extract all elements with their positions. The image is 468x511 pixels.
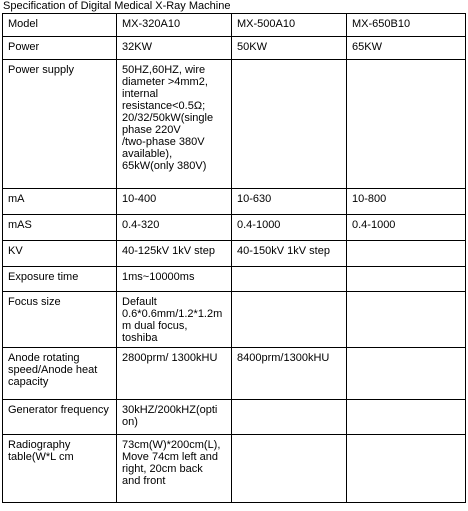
cell-text: 50KW	[237, 41, 267, 53]
row-header-cell	[3, 267, 117, 292]
table-row	[3, 60, 466, 189]
table-row	[3, 37, 466, 60]
row-header-cell	[3, 189, 117, 215]
cell-text: 0.4-320	[122, 219, 160, 231]
cell-text: mAS	[8, 219, 32, 231]
cell-text: MX-650B10	[352, 18, 411, 30]
table-cell	[347, 189, 466, 215]
table-cell	[117, 400, 232, 435]
table-cell	[232, 60, 347, 189]
table-row	[3, 292, 466, 348]
table-cell	[347, 435, 466, 503]
cell-text: MX-500A10	[237, 18, 296, 30]
cell-text: 10-400	[122, 193, 157, 205]
table-cell	[117, 215, 232, 241]
table-cell	[117, 241, 232, 267]
cell-text: 32KW	[122, 41, 152, 53]
cell-text: MX-320A10	[122, 18, 181, 30]
cell-text: Default 0.6*0.6mm/1.2*1.2m m dual focus, toshiba	[122, 296, 223, 344]
table-cell	[117, 60, 232, 189]
table-cell	[347, 215, 466, 241]
table-cell	[347, 400, 466, 435]
table-cell	[232, 37, 347, 60]
table-cell	[117, 189, 232, 215]
table-cell	[117, 37, 232, 60]
cell-text: 0.4-1000	[352, 219, 396, 231]
cell-text: 50HZ,60HZ, wire diameter >4mm2, internal resistance<0.5Ω; 20/32/50kW(single phase 220V /two-phase 380V available), 65kW(only 380V)	[122, 64, 214, 172]
cell-text: 30kHZ/200kHZ(opti on)	[122, 404, 218, 428]
cell-text: Focus size	[8, 296, 61, 308]
row-header-cell	[3, 241, 117, 267]
table-cell	[347, 37, 466, 60]
cell-text: Power supply	[8, 64, 75, 76]
cell-text: 40-150kV 1kV step	[237, 245, 330, 257]
table-cell	[117, 292, 232, 348]
cell-text: Radiography table(W*L cm	[8, 439, 74, 463]
table-cell	[117, 435, 232, 503]
cell-text: 40-125kV 1kV step	[122, 245, 215, 257]
table-row	[3, 241, 466, 267]
table-cell	[347, 241, 466, 267]
row-header-cell	[3, 215, 117, 241]
row-header-cell	[3, 60, 117, 189]
table-cell	[232, 241, 347, 267]
table-cell	[117, 14, 232, 37]
table-cell	[117, 348, 232, 400]
cell-text: Generator frequency	[8, 404, 109, 416]
cell-text: Anode rotating speed/Anode heat capacity	[8, 352, 98, 388]
cell-text: KV	[8, 245, 23, 257]
table-row	[3, 189, 466, 215]
cell-text: 65KW	[352, 41, 382, 53]
table-cell	[347, 14, 466, 37]
table-cell	[232, 267, 347, 292]
cell-text: 10-630	[237, 193, 272, 205]
spec-table	[2, 13, 466, 503]
table-row	[3, 267, 466, 292]
table-row	[3, 14, 466, 37]
table-cell	[117, 267, 232, 292]
row-header-cell	[3, 435, 117, 503]
cell-text: 8400prm/1300kHU	[237, 352, 330, 364]
table-cell	[232, 400, 347, 435]
table-cell	[232, 215, 347, 241]
table-cell	[347, 267, 466, 292]
cell-text: 0.4-1000	[237, 219, 281, 231]
table-cell	[232, 14, 347, 37]
cell-text: Exposure time	[8, 271, 79, 283]
row-header-cell	[3, 348, 117, 400]
table-row	[3, 435, 466, 503]
table-cell	[232, 292, 347, 348]
cell-text: Model	[8, 18, 38, 30]
row-header-cell	[3, 14, 117, 37]
row-header-cell	[3, 292, 117, 348]
cell-text: 2800prm/ 1300kHU	[122, 352, 218, 364]
table-row	[3, 348, 466, 400]
cell-text: 10-800	[352, 193, 387, 205]
table-cell	[232, 348, 347, 400]
table-cell	[232, 435, 347, 503]
table-cell	[347, 292, 466, 348]
cell-text: 73cm(W)*200cm(L), Move 74cm left and right, 20cm back and front	[122, 439, 221, 487]
row-header-cell	[3, 37, 117, 60]
spec-table-body	[3, 14, 466, 503]
table-cell	[347, 348, 466, 400]
document-caption: Specification of Digital Medical X-Ray Machine	[3, 0, 231, 12]
cell-text: Power	[8, 41, 40, 53]
cell-text: mA	[8, 193, 25, 205]
table-cell	[232, 189, 347, 215]
table-row	[3, 400, 466, 435]
table-cell	[347, 60, 466, 189]
cell-text: 1ms~10000ms	[122, 271, 195, 283]
row-header-cell	[3, 400, 117, 435]
table-row	[3, 215, 466, 241]
